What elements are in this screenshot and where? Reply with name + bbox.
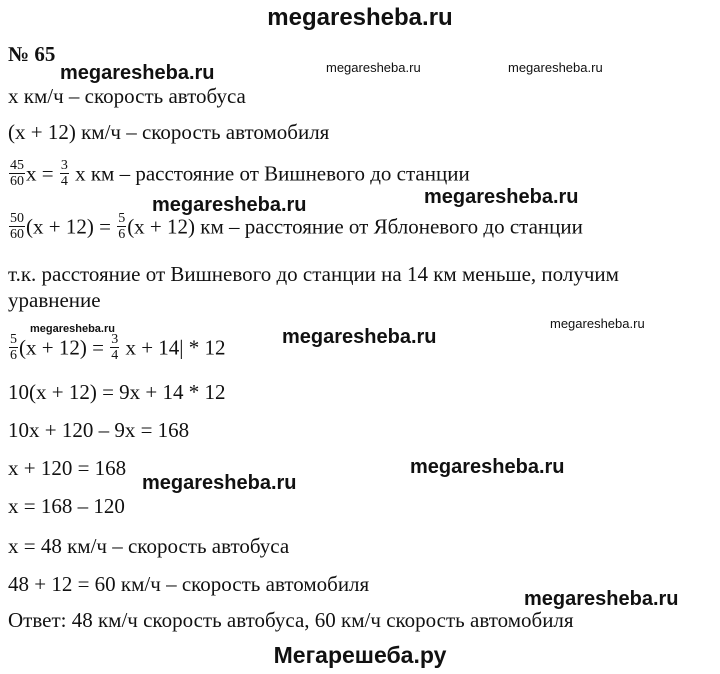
site-title: megaresheba.ru — [267, 4, 453, 31]
solution-line: $\frac{50}{60}$ (x + 12) = $\frac{5}{6}$ (x + 12) км – расстояние от Яблоневого до станции — [10, 211, 583, 242]
solution-line: x км/ч – скорость автобуса — [8, 84, 246, 108]
solution-line: 10(x + 12) = 9x + 14 * 12 — [8, 380, 226, 404]
watermark: megaresheba.ru — [326, 60, 421, 75]
fraction: $\frac{5}{6}$ — [118, 211, 126, 242]
solution-line: (x + 12) км/ч – скорость автомобиля — [8, 120, 330, 144]
watermark: megaresheba.ru — [410, 456, 565, 478]
solution-line: 10x + 120 – 9x = 168 — [8, 418, 190, 442]
fraction: $\frac{45}{60}$ — [10, 158, 24, 189]
watermark: megaresheba.ru — [152, 194, 307, 216]
solution-line: $\frac{45}{60}$ x = $\frac{3}{4}$ x км – расстояние от Вишневого до станции — [10, 158, 470, 189]
watermark: megaresheba.ru — [424, 186, 579, 208]
fraction: $\frac{50}{60}$ — [10, 211, 24, 242]
problem-number: № 65 — [8, 42, 56, 66]
watermark: megaresheba.ru — [142, 472, 297, 494]
solution-line: x + 120 = 168 — [8, 456, 127, 480]
solution-line: уравнение — [8, 288, 101, 312]
answer-line: Ответ: 48 км/ч скорость автобуса, 60 км/ч скорость автомобиля — [8, 608, 574, 632]
watermark: megaresheba.ru — [30, 323, 115, 335]
fraction: $\frac{5}{6}$ — [10, 332, 17, 363]
fraction: $\frac{3}{4}$ — [60, 158, 68, 189]
solution-line: 48 + 12 = 60 км/ч – скорость автомобиля — [8, 572, 370, 596]
solution-line: x = 168 – 120 — [8, 494, 125, 518]
watermark: megaresheba.ru — [508, 60, 603, 75]
solution-line: т.к. расстояние от Вишневого до станции на 14 км меньше, получим — [8, 262, 619, 286]
watermark: megaresheba.ru — [550, 316, 645, 331]
watermark: megaresheba.ru — [60, 62, 215, 84]
watermark: megaresheba.ru — [282, 326, 437, 348]
fraction: $\frac{3}{4}$ — [111, 332, 119, 363]
footer-site-title: Мегарешеба.ру — [273, 642, 447, 668]
solution-line: $\frac{5}{6}$ (x + 12) = $\frac{3}{4}$ x + 14| * 12 — [10, 332, 226, 363]
solution-line: x = 48 км/ч – скорость автобуса — [8, 534, 290, 558]
watermark: megaresheba.ru — [524, 588, 679, 610]
